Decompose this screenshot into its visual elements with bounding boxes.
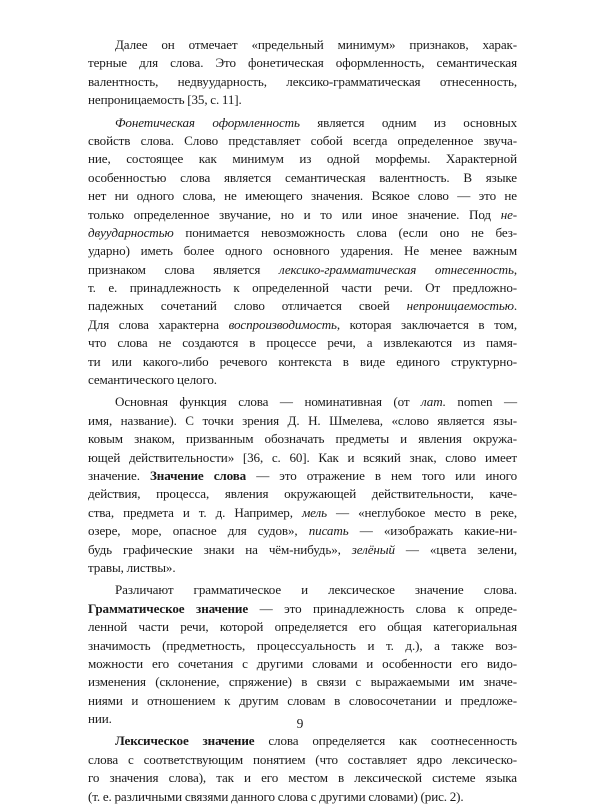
italic-term: Фонетическая оформленность [115, 114, 300, 130]
text-run: ковым знаком, призванным обозначать предметы и явления окружа- [88, 431, 517, 447]
text-line [88, 600, 517, 618]
text-line [88, 261, 517, 279]
text-line [88, 751, 517, 769]
text-run: непроницаемость [35, с. 11]. [88, 92, 242, 108]
text-line [88, 353, 517, 371]
text-run: признаком слова является [88, 261, 279, 277]
text-run: является одним из основных [299, 114, 518, 130]
text-run: — это отражение в нем того или иного [246, 467, 517, 483]
text-line [88, 297, 517, 315]
text-line [88, 637, 517, 655]
text-run: ниями и отношением к другим словам в словосочетании и предложе- [88, 692, 517, 708]
text-run: (т. е. различными связями данного слова с другими словами) (рис. 2). [88, 788, 464, 804]
text-line [88, 54, 517, 72]
text-line [88, 224, 517, 242]
text-line [88, 655, 517, 673]
text-run: ти или какого-либо речевого контекста в виде единого структурно- [88, 353, 517, 369]
text-run: изменения (склонение, спряжение) в связи с выражаемыми им значе- [88, 674, 517, 690]
text-run: — «цвета зелени, [394, 541, 518, 557]
text-run: — «неглубокое место в реке, [326, 504, 518, 520]
text-run: слова с соответствующим понятием (что составляет ядро лексическо- [88, 751, 517, 767]
text-line [88, 485, 517, 503]
text-line [88, 242, 517, 260]
text-line [88, 206, 517, 224]
paragraph [88, 114, 517, 390]
text-run: ющей действительности» [36, с. 60]. Как и всякий знак, слово имеет [88, 449, 517, 465]
text-run: понимается невозможность слова (если оно не без- [173, 224, 517, 240]
text-line [88, 788, 517, 806]
text-line [88, 334, 517, 352]
italic-term: лексико-грамматическая отнесенность [278, 261, 514, 277]
text-run: значимость (предметность, процессуальность и т. д.), а также воз- [88, 637, 517, 653]
paragraph [88, 393, 517, 577]
text-line [88, 187, 517, 205]
bold-term: Значение слова [149, 467, 247, 483]
text-run: nomen — [445, 394, 517, 410]
text-run: нии. [88, 711, 112, 727]
text-line [88, 114, 517, 132]
text-run: будь графические знаки на чём-нибудь», [88, 541, 352, 557]
italic-term: воспроизводимость [228, 316, 337, 332]
text-line [88, 316, 517, 334]
paragraph [88, 732, 517, 806]
page-number: 9 [296, 716, 304, 731]
text-line [88, 467, 517, 485]
text-line [88, 673, 517, 691]
text-run: , которая заключается в том, [336, 316, 517, 332]
text-run: особенностью слова является семантическая валентность. В языке [88, 169, 517, 185]
text-line [88, 371, 517, 389]
text-run: терные для слова. Это фонетическая оформленность, семантическая [88, 55, 517, 71]
text-line [88, 504, 517, 522]
italic-term: лат. [421, 394, 446, 410]
text-line [88, 150, 517, 168]
text-line [88, 581, 517, 599]
text-run: — это принадлежность слова к опреде- [248, 600, 517, 616]
text-run: свойств слова. Слово представляет собой всегда определенное звуча- [88, 132, 517, 148]
page-body [88, 36, 517, 806]
text-line [88, 73, 517, 91]
text-line [88, 91, 517, 109]
text-run: Различают грамматическое и лексическое значение слова. [115, 582, 517, 598]
text-run: ленной части речи, которой определяется его общая категориальная [88, 619, 517, 635]
text-run: что слова не создаются в процессе речи, а извлекаются из памя- [88, 335, 517, 351]
text-run: нет ни одного слова, не имеющего значения. Всякое слово — это не [88, 188, 517, 204]
text-run: падежных сочетаний слово отличается своей [88, 298, 407, 314]
text-line [88, 732, 517, 750]
text-run: действия, процесса, явления окружающей действительности, каче- [88, 486, 517, 502]
text-run: ства, предмета и т. д. Например, [88, 504, 302, 520]
text-run: — «изображать какие-ни- [348, 523, 517, 539]
italic-term: не- [500, 206, 517, 222]
paragraph [88, 36, 517, 110]
text-run: можности его сочетания с другими словами и особенности его видо- [88, 655, 517, 671]
text-line [88, 618, 517, 636]
text-run: , [513, 261, 517, 277]
italic-term: двуударностью [88, 224, 174, 240]
text-run: семантического целого. [88, 372, 217, 388]
text-run: ние, состоящее как минимум из одной морфемы. Характерной [88, 151, 517, 167]
text-line [88, 692, 517, 710]
bold-term: Грамматическое значение [88, 600, 249, 616]
italic-term: мель [301, 504, 327, 520]
bold-term: Лексическое значение [115, 733, 255, 749]
text-line [88, 393, 517, 411]
italic-term: непроницаемостью [406, 298, 514, 314]
text-run: слова определяется как соотнесенность [254, 733, 517, 749]
text-line [88, 541, 517, 559]
text-line [88, 522, 517, 540]
italic-term: зелёный [351, 541, 395, 557]
text-run: Далее он отмечает «предельный минимум» признаков, харак- [115, 37, 517, 52]
text-run: ударно) иметь более одного основного ударения. Не менее важным [88, 243, 517, 259]
text-run: озере, море, опасное для судов», [88, 523, 309, 539]
text-run: травы, листвы». [88, 559, 176, 575]
text-run: . [513, 298, 517, 314]
text-line [88, 36, 517, 54]
text-line [88, 132, 517, 150]
text-run: т. е. принадлежность к определенной части речи. От предложно- [88, 280, 517, 296]
text-line [88, 769, 517, 787]
text-run: валентность, недвуударность, лексико-грамматическая отнесенность, [88, 73, 517, 89]
text-run: Основная функция слова — номинативная (от [115, 394, 422, 410]
text-run: Для слова характерна [88, 316, 229, 332]
text-run: имя, название). С точки зрения Д. Н. Шмелева, «слово является язы- [88, 412, 517, 428]
text-line [88, 412, 517, 430]
text-run: только определенное звучание, но и то или иное значение. Под [88, 206, 501, 222]
text-line [88, 559, 517, 577]
text-line [88, 279, 517, 297]
text-line [88, 449, 517, 467]
italic-term: писать [308, 523, 349, 539]
text-run: значение. [88, 467, 150, 483]
text-line [88, 169, 517, 187]
paragraph [88, 581, 517, 728]
text-line [88, 430, 517, 448]
text-run: го значения слова), так и его местом в лексической системе языка [88, 770, 517, 786]
